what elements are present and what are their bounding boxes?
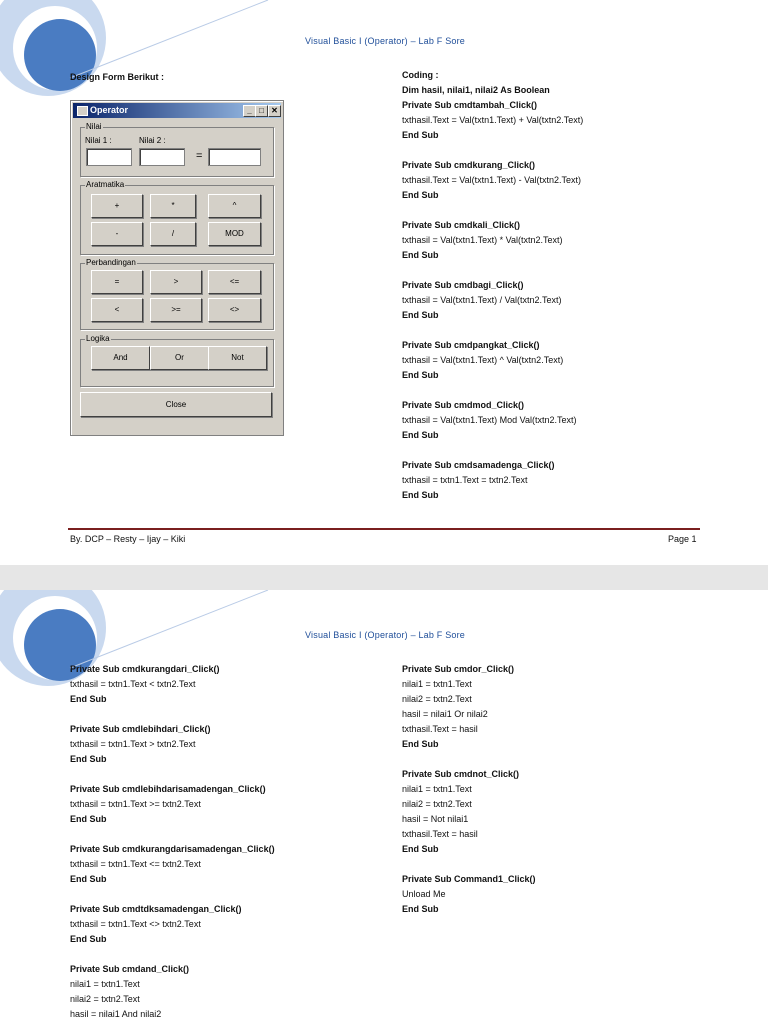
frame-perbandingan-legend: Perbandingan <box>86 258 136 267</box>
code-line: txthasil.Text = hasil <box>402 724 478 734</box>
cmdmod-button[interactable]: MOD <box>208 222 261 246</box>
code-line: Private Sub cmdnot_Click() <box>402 769 520 779</box>
code-line: txthasil = txtn1.Text < txtn2.Text <box>70 679 196 689</box>
footer-authors: By. DCP – Resty – Ijay – Kiki <box>70 534 186 544</box>
command1-close-button[interactable]: Close <box>80 392 272 417</box>
code-line: txthasil.Text = Val(txtn1.Text) - Val(txtn2.Text) <box>402 175 581 185</box>
code-line: nilai2 = txtn2.Text <box>70 994 140 1004</box>
coding-block-page2-left <box>70 662 275 1022</box>
close-window-button[interactable]: ✕ <box>268 105 281 117</box>
cmdkurang-button[interactable]: - <box>91 222 143 246</box>
code-line: End Sub <box>402 844 439 854</box>
code-line: txthasil = Val(txtn1.Text) Mod Val(txtn2.Text) <box>402 415 577 425</box>
code-line: End Sub <box>402 430 439 440</box>
blank-line <box>402 752 536 767</box>
code-line: Private Sub cmdlebihdarisamadengan_Click() <box>70 784 266 794</box>
code-line: txthasil = txtn1.Text = txtn2.Text <box>402 475 528 485</box>
cmdkurangdarisamadengan-button[interactable]: <= <box>208 270 261 294</box>
cmdbagi-button[interactable]: / <box>150 222 196 246</box>
code-line: nilai1 = txtn1.Text <box>402 679 472 689</box>
code-line: txthasil.Text = hasil <box>402 829 478 839</box>
document-page-2 <box>0 590 768 1024</box>
code-line: End Sub <box>70 754 107 764</box>
code-line: Unload Me <box>402 889 446 899</box>
footer-page-number: Page 1 <box>668 534 697 544</box>
coding-block-page2-right <box>402 662 536 917</box>
code-line: Private Sub cmdkurangdari_Click() <box>70 664 220 674</box>
blank-line <box>70 887 275 902</box>
frame-aritmatika <box>80 180 274 255</box>
form-titlebar <box>73 103 281 118</box>
code-line: End Sub <box>402 490 439 500</box>
blank-line <box>402 203 583 218</box>
code-line: Private Sub cmdkali_Click() <box>402 220 521 230</box>
txtn1-input[interactable] <box>86 148 132 166</box>
blank-line <box>402 143 583 158</box>
label-nilai2: Nilai 2 : <box>139 136 166 145</box>
code-line: End Sub <box>402 370 439 380</box>
code-line: Coding : <box>402 70 439 80</box>
code-line: Private Sub Command1_Click() <box>402 874 536 884</box>
code-line: End Sub <box>402 190 439 200</box>
coding-block-page1 <box>402 68 583 503</box>
blank-line <box>402 263 583 278</box>
code-line: hasil = nilai1 Or nilai2 <box>402 709 488 719</box>
cmdand-button[interactable]: And <box>91 346 150 370</box>
code-line: Private Sub cmdsamadenga_Click() <box>402 460 555 470</box>
vb-form-window <box>70 100 284 436</box>
code-line: End Sub <box>70 814 107 824</box>
cmdkurangdari-button[interactable]: < <box>91 298 143 322</box>
code-line: txthasil = txtn1.Text <= txtn2.Text <box>70 859 201 869</box>
minimize-button[interactable]: _ <box>243 105 256 117</box>
form-app-icon <box>77 106 88 116</box>
code-line: Private Sub cmdkurangdarisamadengan_Click() <box>70 844 275 854</box>
design-heading: Design Form Berikut : <box>70 72 165 82</box>
cmdpangkat-button[interactable]: ^ <box>208 194 261 218</box>
code-line: nilai1 = txtn1.Text <box>402 784 472 794</box>
code-line: Private Sub cmdor_Click() <box>402 664 515 674</box>
code-line: End Sub <box>402 250 439 260</box>
code-line: txthasil = Val(txtn1.Text) * Val(txtn2.Text) <box>402 235 563 245</box>
cmdkali-button[interactable]: * <box>150 194 196 218</box>
code-line: End Sub <box>70 874 107 884</box>
code-line: txthasil = txtn1.Text > txtn2.Text <box>70 739 196 749</box>
blank-line <box>402 383 583 398</box>
header-title: Visual Basic I (Operator) – Lab F Sore <box>305 630 466 640</box>
cmdlebihdari-button[interactable]: > <box>150 270 202 294</box>
code-line: End Sub <box>70 934 107 944</box>
frame-nilai-legend: Nilai <box>86 122 102 131</box>
frame-nilai <box>80 122 274 177</box>
txthasil-input[interactable] <box>208 148 261 166</box>
frame-logika <box>80 334 274 387</box>
frame-logika-legend: Logika <box>86 334 110 343</box>
header-title: Visual Basic I (Operator) – Lab F Sore <box>305 36 466 46</box>
cmdtdksamadengan-button[interactable]: <> <box>208 298 261 322</box>
code-line: Private Sub cmdpangkat_Click() <box>402 340 540 350</box>
code-line: txthasil = Val(txtn1.Text) ^ Val(txtn2.Text) <box>402 355 564 365</box>
label-nilai1: Nilai 1 : <box>85 136 112 145</box>
code-line: nilai1 = txtn1.Text <box>70 979 140 989</box>
code-line: Private Sub cmdkurang_Click() <box>402 160 536 170</box>
equals-label: = <box>196 150 203 162</box>
cmdlebihdarisamadengan-button[interactable]: >= <box>150 298 202 322</box>
blank-line <box>70 767 275 782</box>
code-line: End Sub <box>402 904 439 914</box>
frame-aritmatika-legend: Aratmatika <box>86 180 125 189</box>
blank-line <box>70 827 275 842</box>
code-line: hasil = nilai1 And nilai2 <box>70 1009 162 1019</box>
code-line: End Sub <box>70 694 107 704</box>
code-line: hasil = Not nilai1 <box>402 814 469 824</box>
cmdsamadengan-button[interactable]: = <box>91 270 143 294</box>
cmdnot-button[interactable]: Not <box>208 346 267 370</box>
code-line: nilai2 = txtn2.Text <box>402 799 472 809</box>
blank-line <box>70 707 275 722</box>
form-title: Operator <box>90 105 129 115</box>
footer-rule <box>68 528 700 530</box>
blank-line <box>402 857 536 872</box>
code-line: Dim hasil, nilai1, nilai2 As Boolean <box>402 85 550 95</box>
cmdor-button[interactable]: Or <box>150 346 209 370</box>
code-line: Private Sub cmdmod_Click() <box>402 400 525 410</box>
code-line: Private Sub cmdtambah_Click() <box>402 100 538 110</box>
code-line: Private Sub cmdbagi_Click() <box>402 280 524 290</box>
blank-line <box>402 443 583 458</box>
code-line: txthasil = txtn1.Text >= txtn2.Text <box>70 799 201 809</box>
maximize-button[interactable]: □ <box>255 105 268 117</box>
code-line: txthasil.Text = Val(txtn1.Text) + Val(txtn2.Text) <box>402 115 584 125</box>
blank-line <box>70 947 275 962</box>
txtn2-input[interactable] <box>139 148 185 166</box>
frame-perbandingan <box>80 258 274 330</box>
page-separator <box>0 565 768 590</box>
code-line: End Sub <box>402 130 439 140</box>
code-line: txthasil = Val(txtn1.Text) / Val(txtn2.Text) <box>402 295 562 305</box>
code-line: End Sub <box>402 739 439 749</box>
code-line: Private Sub cmdlebihdari_Click() <box>70 724 211 734</box>
blank-line <box>402 323 583 338</box>
code-line: End Sub <box>402 310 439 320</box>
code-line: Private Sub cmdand_Click() <box>70 964 190 974</box>
cmdtambah-button[interactable]: + <box>91 194 143 218</box>
code-line: Private Sub cmdtdksamadengan_Click() <box>70 904 242 914</box>
code-line: txthasil = txtn1.Text <> txtn2.Text <box>70 919 201 929</box>
code-line: nilai2 = txtn2.Text <box>402 694 472 704</box>
